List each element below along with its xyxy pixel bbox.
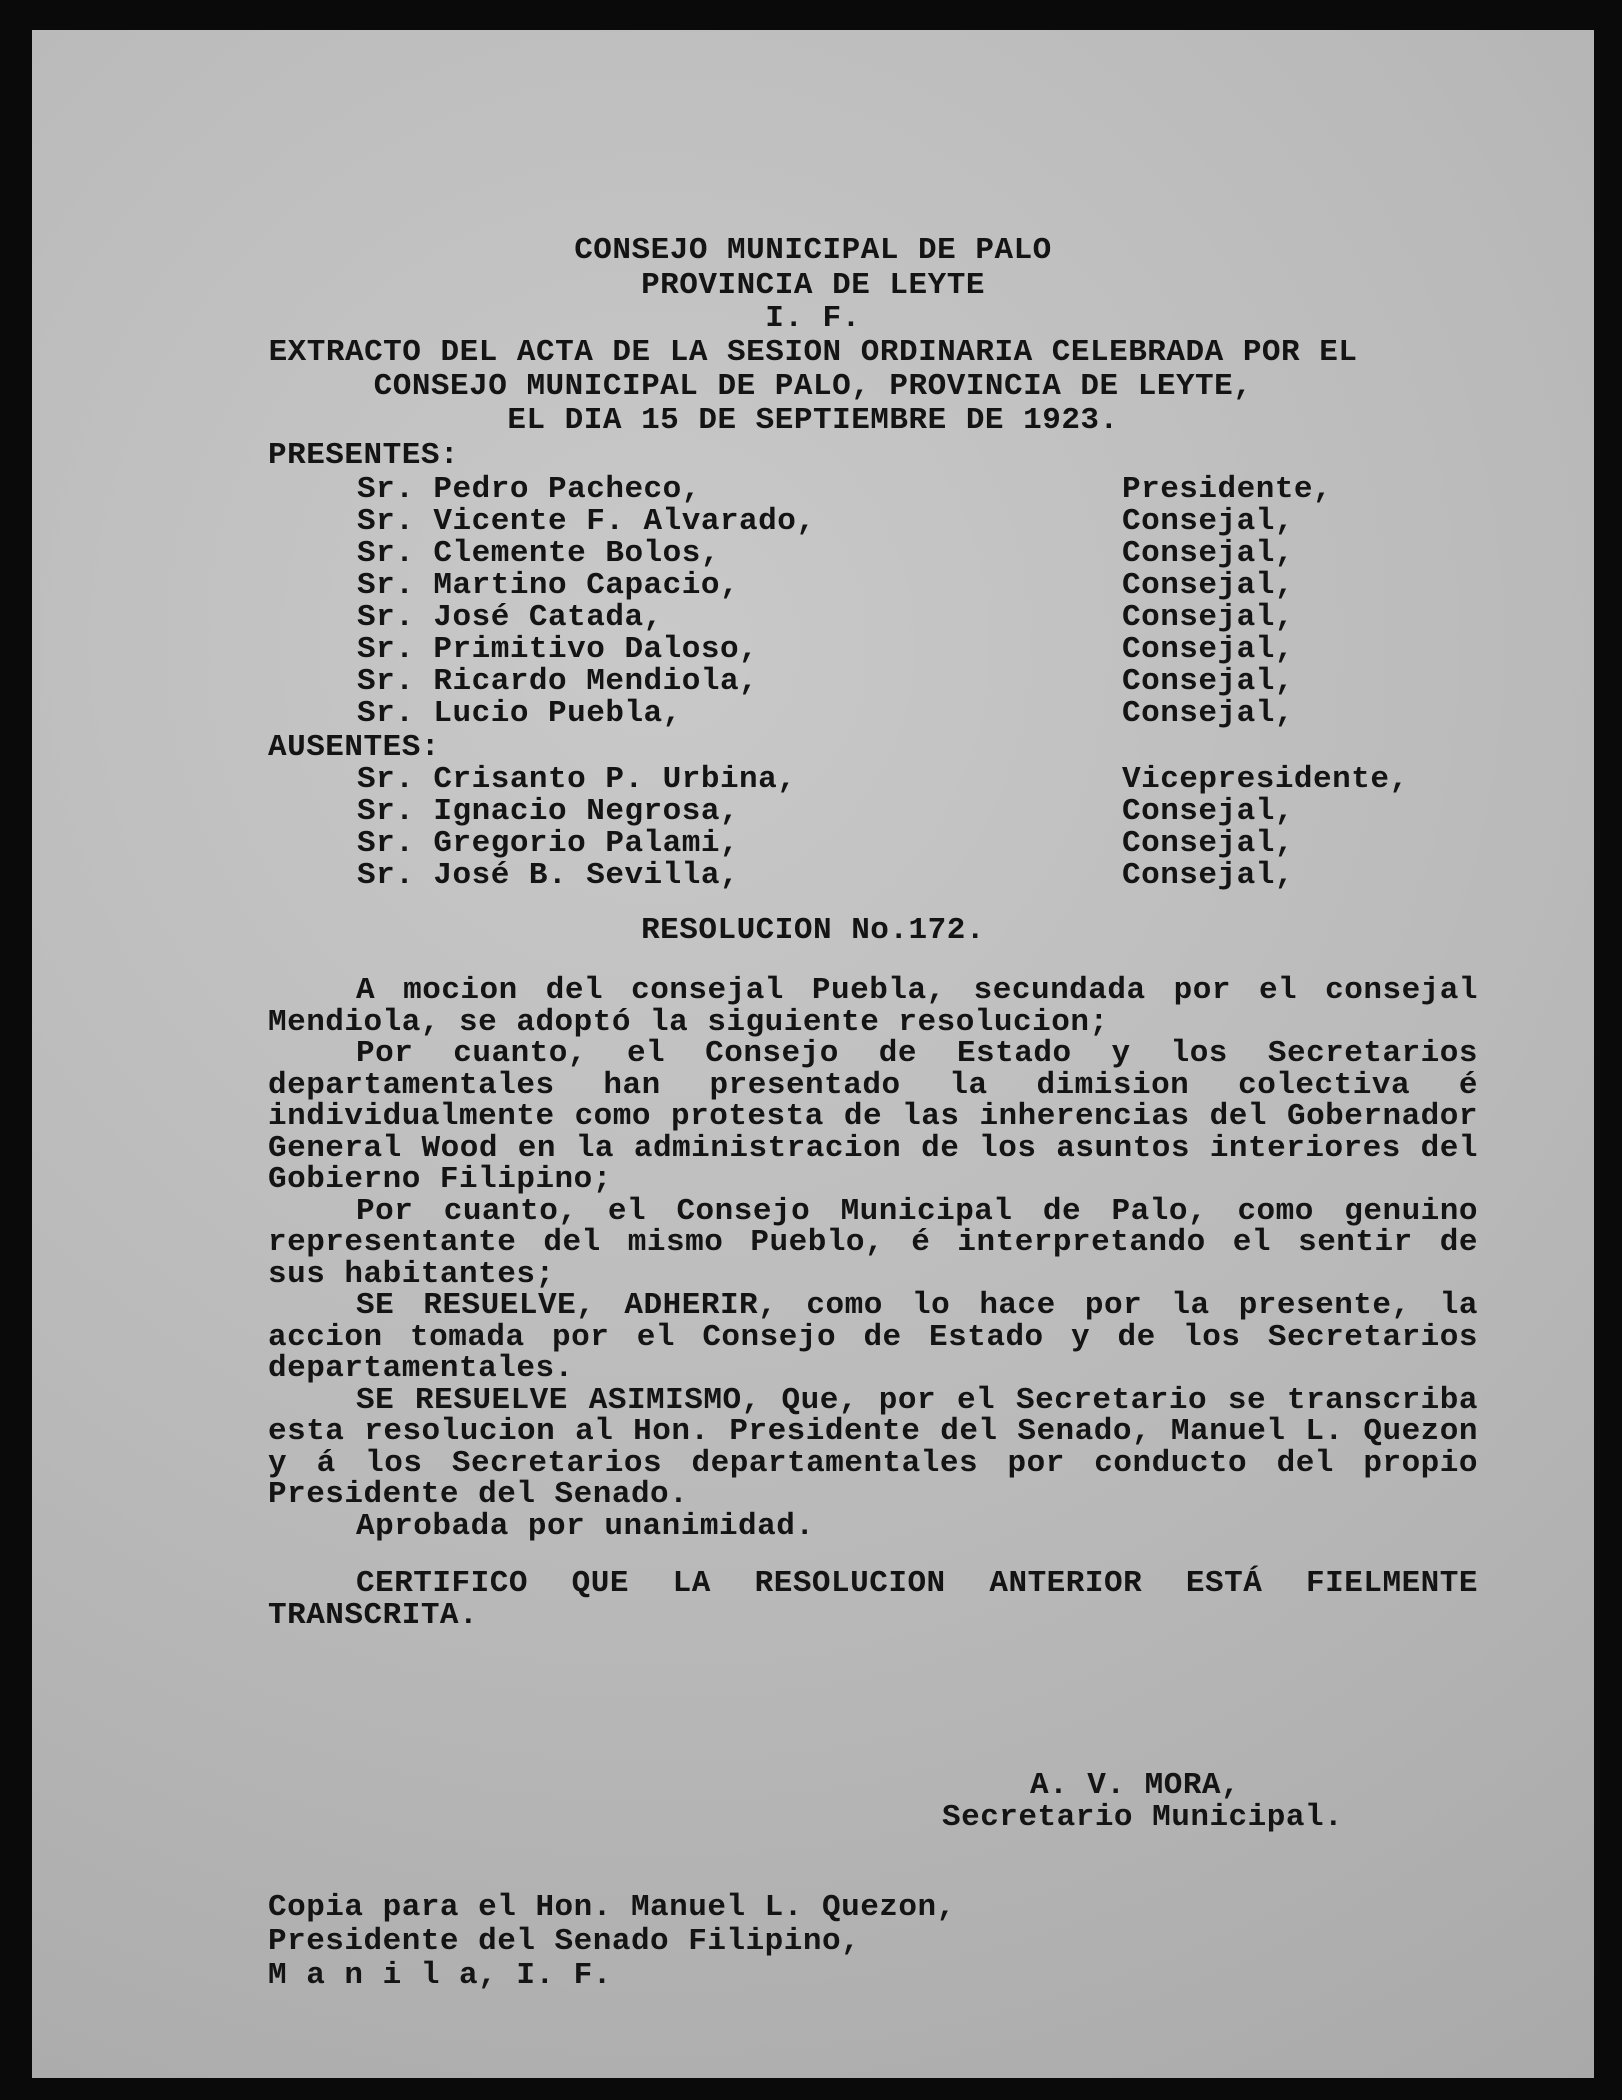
attendee-role: Consejal, — [1122, 568, 1294, 603]
certification — [268, 1568, 1478, 1631]
attendee-role: Consejal, — [1122, 664, 1294, 699]
resolution-body — [268, 975, 1478, 1542]
attendee-role: Consejal, — [1122, 600, 1294, 635]
attendee-name: Sr. Clemente Bolos, — [357, 536, 720, 571]
header-extract-date: EL DIA 15 DE SEPTIEMBRE DE 1923. — [507, 403, 1119, 438]
ausentes-label: AUSENTES: — [268, 730, 440, 765]
absentee-role: Consejal, — [1122, 794, 1294, 829]
absentee-name: Sr. Gregorio Palami, — [357, 826, 740, 861]
body-paragraph-whereas-1: Por cuanto, el Consejo de Estado y los Secretarios departamentales han presentado la dimision colectiva é individualmente como protesta de las inherencias del Gobernador General Wood en la administracion de los asuntos interiores del Gobierno Filipino; — [268, 1036, 1478, 1197]
absentee-role: Vicepresidente, — [1122, 762, 1409, 797]
absentee-name: Sr. José B. Sevilla, — [357, 858, 740, 893]
attendee-name: Sr. José Catada, — [357, 600, 663, 635]
header-country: I. F. — [765, 301, 861, 336]
resolution-title: RESOLUCION No.172. — [641, 913, 985, 948]
absentee-role: Consejal, — [1122, 858, 1294, 893]
body-paragraph-motion: A mocion del consejal Puebla, secundada por el consejal Mendiola, se adoptó la siguiente resolucion; — [268, 973, 1478, 1040]
copy-line-1: Copia para el Hon. Manuel L. Quezon, — [268, 1890, 956, 1925]
signature-title: Secretario Municipal. — [942, 1800, 1344, 1835]
attendee-name: Sr. Lucio Puebla, — [357, 696, 682, 731]
absentee-name: Sr. Crisanto P. Urbina, — [357, 762, 797, 797]
copy-line-2: Presidente del Senado Filipino, — [268, 1924, 861, 1959]
attendee-name: Sr. Vicente F. Alvarado, — [357, 504, 816, 539]
certification-text: CERTIFICO QUE LA RESOLUCION ANTERIOR ESTÁ FIELMENTE TRANSCRITA. — [268, 1566, 1478, 1633]
attendee-role: Presidente, — [1122, 472, 1333, 507]
header-extract-line2: CONSEJO MUNICIPAL DE PALO, PROVINCIA DE LEYTE, — [373, 369, 1253, 404]
copy-line-3: M a n i l a, I. F. — [268, 1958, 612, 1993]
attendee-role: Consejal, — [1122, 696, 1294, 731]
body-paragraph-approved: Aprobada por unanimidad. — [356, 1508, 815, 1544]
absentee-role: Consejal, — [1122, 826, 1294, 861]
document-page — [32, 30, 1594, 2078]
attendee-name: Sr. Pedro Pacheco, — [357, 472, 701, 507]
attendee-name: Sr. Primitivo Daloso, — [357, 632, 759, 667]
presentes-label: PRESENTES: — [268, 438, 460, 473]
attendee-role: Consejal, — [1122, 632, 1294, 667]
attendee-name: Sr. Ricardo Mendiola, — [357, 664, 759, 699]
attendee-role: Consejal, — [1122, 536, 1294, 571]
body-paragraph-resolved-2: SE RESUELVE ASIMISMO, Que, por el Secretario se transcriba esta resolucion al Hon. Presidente del Senado, Manuel L. Quezon y á los Secretarios departamentales por conducto del propio Presidente del Senado. — [268, 1382, 1478, 1512]
attendee-role: Consejal, — [1122, 504, 1294, 539]
attendee-name: Sr. Martino Capacio, — [357, 568, 740, 603]
header-province: PROVINCIA DE LEYTE — [641, 268, 985, 303]
signature-name: A. V. MORA, — [1030, 1768, 1241, 1803]
body-paragraph-resolved-1: SE RESUELVE, ADHERIR, como lo hace por la presente, la accion tomada por el Consejo de Estado y de los Secretarios departamentales. — [268, 1288, 1478, 1386]
header-extract-line1: EXTRACTO DEL ACTA DE LA SESION ORDINARIA CELEBRADA POR EL — [268, 335, 1358, 370]
header-council: CONSEJO MUNICIPAL DE PALO — [574, 233, 1052, 268]
body-paragraph-whereas-2: Por cuanto, el Consejo Municipal de Palo, como genuino representante del mismo Pueblo, é interpretando el sentir de sus habitantes; — [268, 1193, 1478, 1292]
absentee-name: Sr. Ignacio Negrosa, — [357, 794, 740, 829]
